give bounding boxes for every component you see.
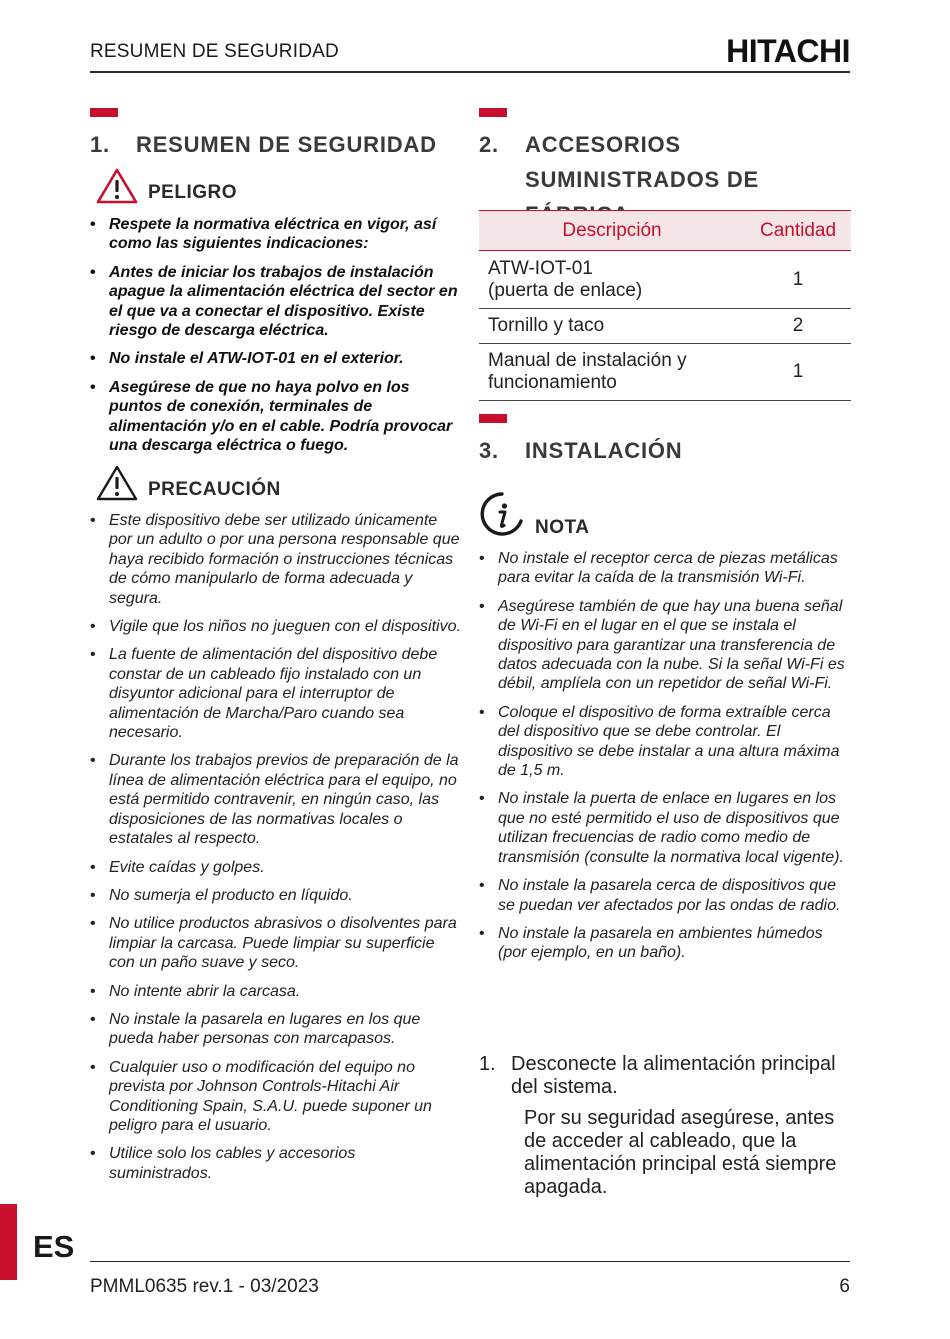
section-title-text: SUMINISTRADOS DE bbox=[525, 167, 760, 192]
step-number: 1. bbox=[479, 1053, 496, 1075]
list-item: • La fuente de alimentación del dispositivo debe constar de un cableado fijo instalado con un disyuntor adicional para el interruptor de alimentación de Marcha/Paro cuando sea necesario. bbox=[90, 645, 462, 742]
section-marker bbox=[479, 414, 507, 423]
table-cell: Tornillo y taco bbox=[479, 309, 745, 344]
section1-title bbox=[90, 127, 437, 162]
list-item: • Utilice solo los cables y accesorios suministrados. bbox=[90, 1144, 462, 1183]
list-item: • Vigile que los niños no jueguen con el dispositivo. bbox=[90, 617, 462, 636]
table-cell: 2 bbox=[745, 309, 851, 344]
page-number: 6 bbox=[839, 1276, 850, 1297]
accessories-table bbox=[479, 210, 851, 401]
table-cell: 1 bbox=[745, 251, 851, 309]
list-item: • Cualquier uso o modificación del equipo no prevista por Johnson Controls-Hitachi Air Conditioning Spain, S.A.U. puede suponer un peligro para el usuario. bbox=[90, 1058, 462, 1136]
list-item: • No instale la pasarela cerca de dispositivos que se puedan ver afectados por las ondas de radio. bbox=[479, 876, 851, 915]
section-marker bbox=[90, 108, 118, 117]
list-item: • No instale la puerta de enlace en lugares en los que no esté permitido el uso de dispositivos que utilizan frecuencias de radio como medio de transmisión (consulte la normativa local vigente). bbox=[479, 789, 851, 867]
table-row bbox=[479, 309, 851, 344]
list-item: • No instale la pasarela en lugares en los que pueda haber personas con marcapasos. bbox=[90, 1010, 462, 1049]
list-item: • Durante los trabajos previos de preparación de la línea de alimentación eléctrica para el equipo, no está permitido contravenir, en ningún caso, las disposiciones de las normativas locales o estatales al respecto. bbox=[90, 751, 462, 848]
caution-list bbox=[90, 511, 462, 1192]
list-item: • No intente abrir la carcasa. bbox=[90, 982, 462, 1001]
section-title-text: INSTALACIÓN bbox=[525, 438, 683, 463]
table-header-row bbox=[479, 211, 851, 251]
install-step bbox=[479, 1053, 851, 1099]
column-header: Descripción bbox=[479, 211, 745, 251]
info-note-icon bbox=[479, 491, 525, 539]
step-text: Desconecte la alimentación principal del sistema. bbox=[511, 1053, 836, 1098]
list-item: • No utilice productos abrasivos o disolventes para limpiar la carcasa. Puede limpiar su superficie con un paño suave y seco. bbox=[90, 914, 462, 972]
table-cell bbox=[479, 344, 745, 401]
cell-text: Manual de instalación y bbox=[488, 350, 687, 371]
caution-callout bbox=[96, 465, 281, 501]
list-item: • Respete la normativa eléctrica en vigor, así como las siguientes indicaciones: bbox=[90, 215, 462, 254]
document-reference: PMML0635 rev.1 - 03/2023 bbox=[90, 1276, 319, 1297]
section-marker bbox=[479, 108, 507, 117]
note-callout bbox=[479, 491, 589, 539]
table-row bbox=[479, 344, 851, 401]
language-code: ES bbox=[33, 1229, 75, 1264]
header-divider bbox=[90, 71, 850, 73]
danger-list bbox=[90, 215, 462, 464]
cell-text: (puerta de enlace) bbox=[488, 279, 643, 301]
list-item: • Asegúrese también de que hay una buena señal de Wi-Fi en el lugar en el que se instala el dispositivo para garantizar una transferencia de datos adecuada con la nube. Si la señal Wi-Fi es débil, amplíela con un repetidor de señal Wi-Fi. bbox=[479, 597, 851, 694]
danger-callout bbox=[96, 168, 237, 204]
cell-text: ATW-IOT-01 bbox=[488, 257, 593, 279]
list-item: • No instale la pasarela en ambientes húmedos (por ejemplo, en un baño). bbox=[479, 924, 851, 963]
list-item: • Antes de iniciar los trabajos de instalación apague la alimentación eléctrica del sector en el que va a conectar el dispositivo. Existe riesgo de descarga eléctrica. bbox=[90, 263, 462, 341]
column-header: Cantidad bbox=[745, 211, 851, 251]
list-item: • No sumerja el producto en líquido. bbox=[90, 886, 462, 905]
footer-divider bbox=[90, 1261, 850, 1262]
warning-triangle-icon bbox=[96, 168, 138, 204]
language-marker bbox=[0, 1204, 17, 1280]
header-title: RESUMEN DE SEGURIDAD bbox=[90, 41, 339, 62]
section-title-text: RESUMEN DE SEGURIDAD bbox=[136, 132, 437, 157]
table-cell: 1 bbox=[745, 344, 851, 401]
table-row bbox=[479, 251, 851, 309]
caution-label: PRECAUCIÓN bbox=[148, 479, 281, 500]
note-label: NOTA bbox=[535, 517, 590, 538]
list-item: • No instale el receptor cerca de piezas metálicas para evitar la caída de la transmisión Wi-Fi. bbox=[479, 549, 851, 588]
step-note: Por su seguridad asegúrese, antes de acceder al cableado, que la alimentación principal está siempre apagada. bbox=[524, 1107, 837, 1198]
section-number: 2. bbox=[479, 132, 499, 157]
warning-triangle-icon bbox=[96, 465, 138, 501]
section-number: 3. bbox=[479, 438, 499, 463]
list-item: • Este dispositivo debe ser utilizado únicamente por un adulto o por una persona responsable que haya recibido formación o instrucciones técnicas de cómo manipularlo de forma adecuada y segura. bbox=[90, 511, 462, 608]
list-item: • Coloque el dispositivo de forma extraíble cerca del dispositivo que se debe controlar. El dispositivo se debe instalar a una altura máxima de 1,5 m. bbox=[479, 703, 851, 781]
section3-title bbox=[479, 433, 683, 468]
list-item: • Evite caídas y golpes. bbox=[90, 858, 462, 877]
table-cell bbox=[479, 251, 745, 309]
cell-text: funcionamiento bbox=[488, 372, 617, 393]
list-item: • Asegúrese de que no haya polvo en los puntos de conexión, terminales de alimentación y/o en el cable. Podría provocar una descarga eléctrica o fuego. bbox=[90, 378, 462, 456]
danger-label: PELIGRO bbox=[148, 182, 238, 203]
list-item: • No instale el ATW-IOT-01 en el exterior. bbox=[90, 349, 462, 368]
section-number: 1. bbox=[90, 132, 110, 157]
section-title-text: ACCESORIOS bbox=[525, 132, 681, 157]
note-list bbox=[479, 549, 851, 972]
brand-logo: HITACHI bbox=[726, 33, 850, 69]
